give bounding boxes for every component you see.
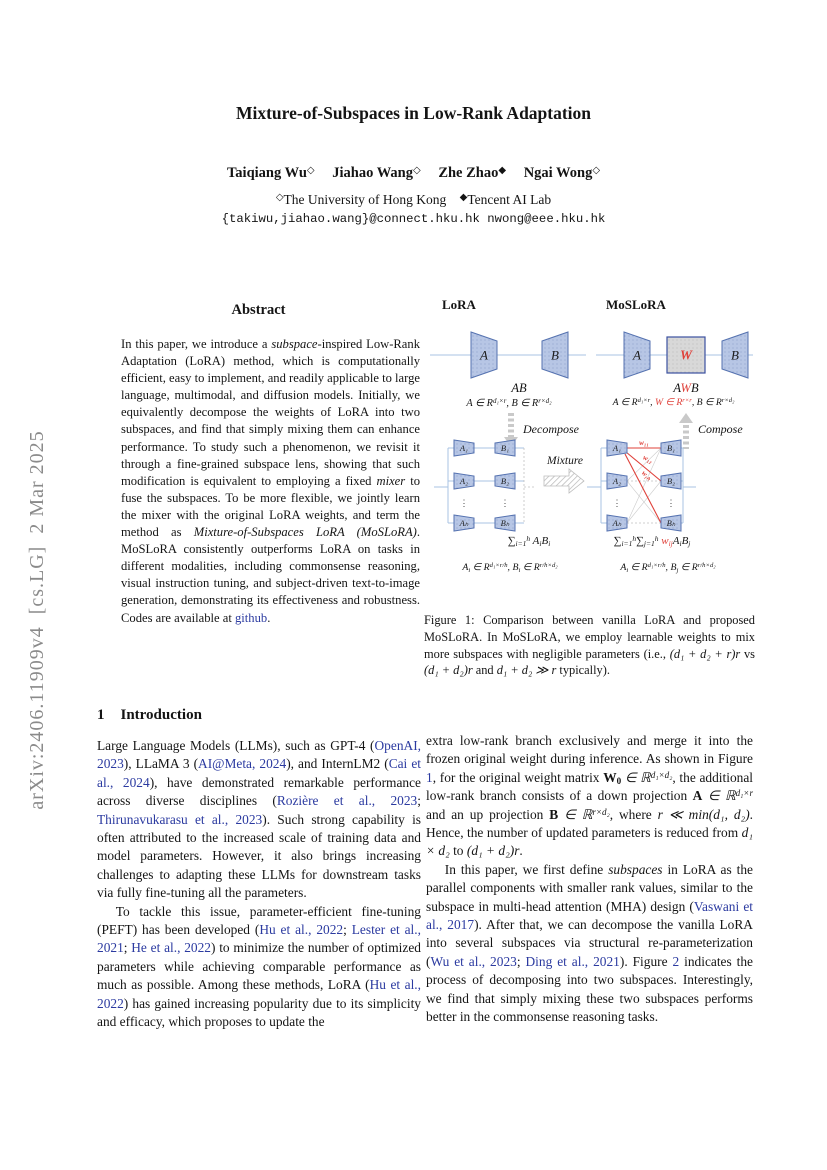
lora-sub-dimension-formula: $A_i$ ∈ $R^{d_1\times r/h}$, $B_i$ ∈ $R^{r/h\times d_2}$ [462, 562, 558, 574]
affiliation-mark-icon: ◆ [498, 164, 507, 176]
paragraph: extra low-rank branch exclusively and merge it into the frozen original weight during inference. As shown in Figure 1, for the original weight matrix $W_0$ ∈ ℝ$^{d_1\times d_2}$, the additional low-rank branch consists of a down projection A ∈ ℝ$^{d_1\times r}$ and an up projection B ∈ ℝ$^{r\times d_2}$, where r ≪ min(d₁, d₂). Hence, the number of updated parameters is reduced from d₁ × d₂ to (d₁ + d₂)r. [426, 733, 754, 859]
author-emails: {takiwu,jiahao.wang}@connect.hku.hk nwong@eee.hku.hk [221, 212, 606, 226]
author: Ngai Wong◇ [523, 164, 601, 181]
author: Jiahao Wang◇ [332, 164, 421, 181]
moslora-w-letter: W [679, 347, 693, 363]
affiliation-mark-icon: ◇ [412, 164, 421, 176]
mixture-arrow-icon [544, 469, 584, 493]
svg-text:Aₕ: Aₕ [612, 518, 622, 528]
lora-top-diagram [430, 332, 586, 378]
paragraph: Large Language Models (LLMs), such as GPT-4 (OpenAI, 2023), LLaMA 3 (AI@Meta, 2024), and InternLM2 (Cai et al., 2024), have demonstrated remarkable performance across diverse disciplines (Rozière et al., 2023; Thirunavukarasu et al., 2023). Such strong capability is often attributed to the increased scale of training data and model parameters. However, it also brings increasing challenges to adapting these LLMs for downstream tasks via fully fine-tuning all the parameters. [97, 738, 421, 901]
inline-link[interactable]: Thirunavukarasu et al., 2023 [97, 811, 263, 827]
lora-sum-formula: $\sum_{i=1}^h$ $A_iB_i$ [507, 533, 551, 549]
paragraph: To tackle this issue, parameter-efficient fine-tuning (PEFT) has been developed (Hu et al., 2022; Lester et al., 2021; He et al., 2022) to minimize the number of optimized parameters while achieving comparable performance as much as possible. Among these methods, LoRA (Hu et al., 2022) has gained increasing popularity due to its simplicity and efficacy, which proposes to update the [97, 903, 421, 1030]
svg-text:⋮: ⋮ [459, 498, 469, 508]
svg-text:A₂: A₂ [612, 476, 622, 486]
inline-link[interactable]: Hu et al., 2022 [259, 922, 344, 938]
section-number: 1 [97, 707, 105, 723]
introduction-text [97, 737, 421, 1032]
abstract-heading: Abstract [231, 302, 286, 318]
svg-text:Aₕ: Aₕ [459, 518, 469, 528]
moslora-dimension-formula: A ∈ $R^{d_1\times r}$, W ∈ $R^{r\times r}$, B ∈ $R^{r\times d_2}$ [612, 397, 735, 408]
inline-link[interactable]: Ding et al., 2021 [525, 953, 620, 969]
section-title: Introduction [120, 707, 202, 723]
svg-text:B₂: B₂ [500, 476, 510, 486]
weight-label: w₁ₕ [639, 469, 653, 483]
affiliation-mark-icon: ◇ [306, 164, 315, 176]
svg-text:⋮: ⋮ [666, 498, 676, 508]
inline-link[interactable]: Rozière et al., 2023 [276, 793, 418, 809]
abstract-body: In this paper, we introduce a subspace-inspired Low-Rank Adaptation (LoRA) method, which is computationally efficient, easy to implement, and readily applicable to large language, multimodal, and diffusion models. Initially, we equivalently decompose the weights of LoRA into two subspaces, and find that simply mixing them can enhance performance. To study such a phenomenon, we revisit it through a fine-grained subspace lens, showing that such modification is equivalent to employing a fixed mixer to fuse the subspaces. To be more flexible, we jointly learn the mixer with the original LoRA weights, and term the method as Mixture-of-Subspaces LoRA (MoSLoRA). MoSLoRA consistently outperforms LoRA on tasks in different modalities, including commonsense reasoning, visual instruction tuning, and subject-driven text-to-image generation, demonstrating its effectiveness and robustness. Codes are available at github. [121, 337, 421, 625]
moslora-b-letter: B [731, 347, 739, 363]
moslora-top-diagram [596, 332, 753, 378]
inline-link[interactable]: Vaswani et al., 2017 [426, 898, 753, 933]
author-line [0, 165, 827, 182]
inline-link[interactable]: 1 [426, 769, 433, 785]
svg-text:Bₕ: Bₕ [666, 518, 676, 528]
lora-b-letter: B [551, 347, 559, 363]
paper-title: Mixture-of-Subspaces in Low-Rank Adaptation [235, 103, 592, 123]
affiliation-mark-icon: ◇ [275, 191, 284, 203]
moslora-title: MoSLoRA [606, 297, 666, 312]
weight-label: w₁₂ [641, 453, 654, 465]
subspaces-left-group [434, 440, 536, 531]
subspaces-right-group [587, 439, 696, 531]
mixture-label: Mixture [547, 455, 583, 467]
inline-link[interactable]: AI@Meta, 2024 [198, 756, 287, 772]
inline-link[interactable]: 2 [672, 953, 680, 969]
compose-label: Compose [698, 422, 743, 436]
lora-product-label: AB [511, 381, 527, 395]
inline-link[interactable]: OpenAI, 2023 [97, 738, 421, 772]
inline-link[interactable]: Hu et al., 2022 [97, 977, 421, 1011]
affiliation-mark-icon: ◇ [592, 164, 601, 176]
affiliation-line [0, 192, 827, 208]
svg-text:A₁: A₁ [612, 443, 622, 453]
moslora-sum-formula: $\sum_{i=1}^h\sum_{j=1}^h$ $w_{ij}A_iB_j$ [613, 533, 691, 549]
affiliation-mark-icon: ◆ [459, 191, 468, 203]
svg-text:⋮: ⋮ [500, 498, 510, 508]
inline-link[interactable]: Wu et al., 2023 [430, 953, 517, 969]
lora-title: LoRA [442, 297, 476, 312]
svg-text:B₁: B₁ [666, 443, 676, 453]
affiliation: ◆Tencent AI Lab [459, 191, 552, 207]
moslora-a-letter: A [633, 347, 641, 363]
lora-a-letter: A [480, 347, 488, 363]
svg-text:A₂: A₂ [459, 476, 469, 486]
svg-text:B₁: B₁ [500, 443, 510, 453]
svg-text:Bₕ: Bₕ [500, 518, 510, 528]
svg-text:A₁: A₁ [459, 443, 469, 453]
arxiv-watermark: arXiv:2406.11909v4 [cs.LG] 2 Mar 2025 [26, 430, 48, 810]
moslora-product-label: AWB [673, 381, 699, 395]
svg-text:⋮: ⋮ [612, 498, 622, 508]
author: Zhe Zhao◆ [438, 164, 507, 181]
inline-link[interactable]: Cai et al., 2024 [97, 756, 421, 790]
lora-dimension-formula: A ∈ $R^{d_1\times r}$, B ∈ $R^{r\times d_2}$ [466, 397, 552, 409]
inline-link[interactable]: github [235, 610, 268, 625]
affiliation: ◇The University of Hong Kong [275, 191, 447, 207]
moslora-sub-dimension-formula: $A_i$ ∈ $R^{d_1\times r/h}$, $B_j$ ∈ $R^{r/h\times d_2}$ [620, 562, 716, 574]
svg-text:B₂: B₂ [666, 476, 676, 486]
weight-label: w₁₁ [639, 439, 649, 447]
decompose-label: Decompose [523, 422, 579, 436]
figure1-caption: Figure 1: Comparison between vanilla LoRA and proposed MoSLoRA. In MoSLoRA, we employ learnable weights to mix more subspaces with negligible parameters (i.e., (d₁ + d₂ + r)r vs (d₁ + d₂)r and d₁ + d₂ ≫ r typically). [424, 613, 755, 678]
paragraph: In this paper, we first define subspaces in LoRA as the parallel components with smaller rank values, similar to the subspace in multi-head attention (MHA) design (Vaswani et al., 2017). After that, we can decompose the vanilla LoRA into several subspaces via structural re-parameterization (Wu et al., 2023; Ding et al., 2021). Figure 2 indicates the process of decomposing into two subspaces. Interestingly, we find that simply mixing these two subspaces performs better in the commonsense reasoning tasks. [426, 861, 753, 1025]
author: Taiqiang Wu◇ [226, 164, 315, 181]
figure1 [424, 295, 755, 610]
inline-link[interactable]: He et al., 2022 [131, 940, 211, 956]
section-heading-introduction [97, 707, 420, 724]
inline-link[interactable]: Lester et al., 2021 [97, 922, 421, 956]
right-column-text [426, 732, 753, 1027]
